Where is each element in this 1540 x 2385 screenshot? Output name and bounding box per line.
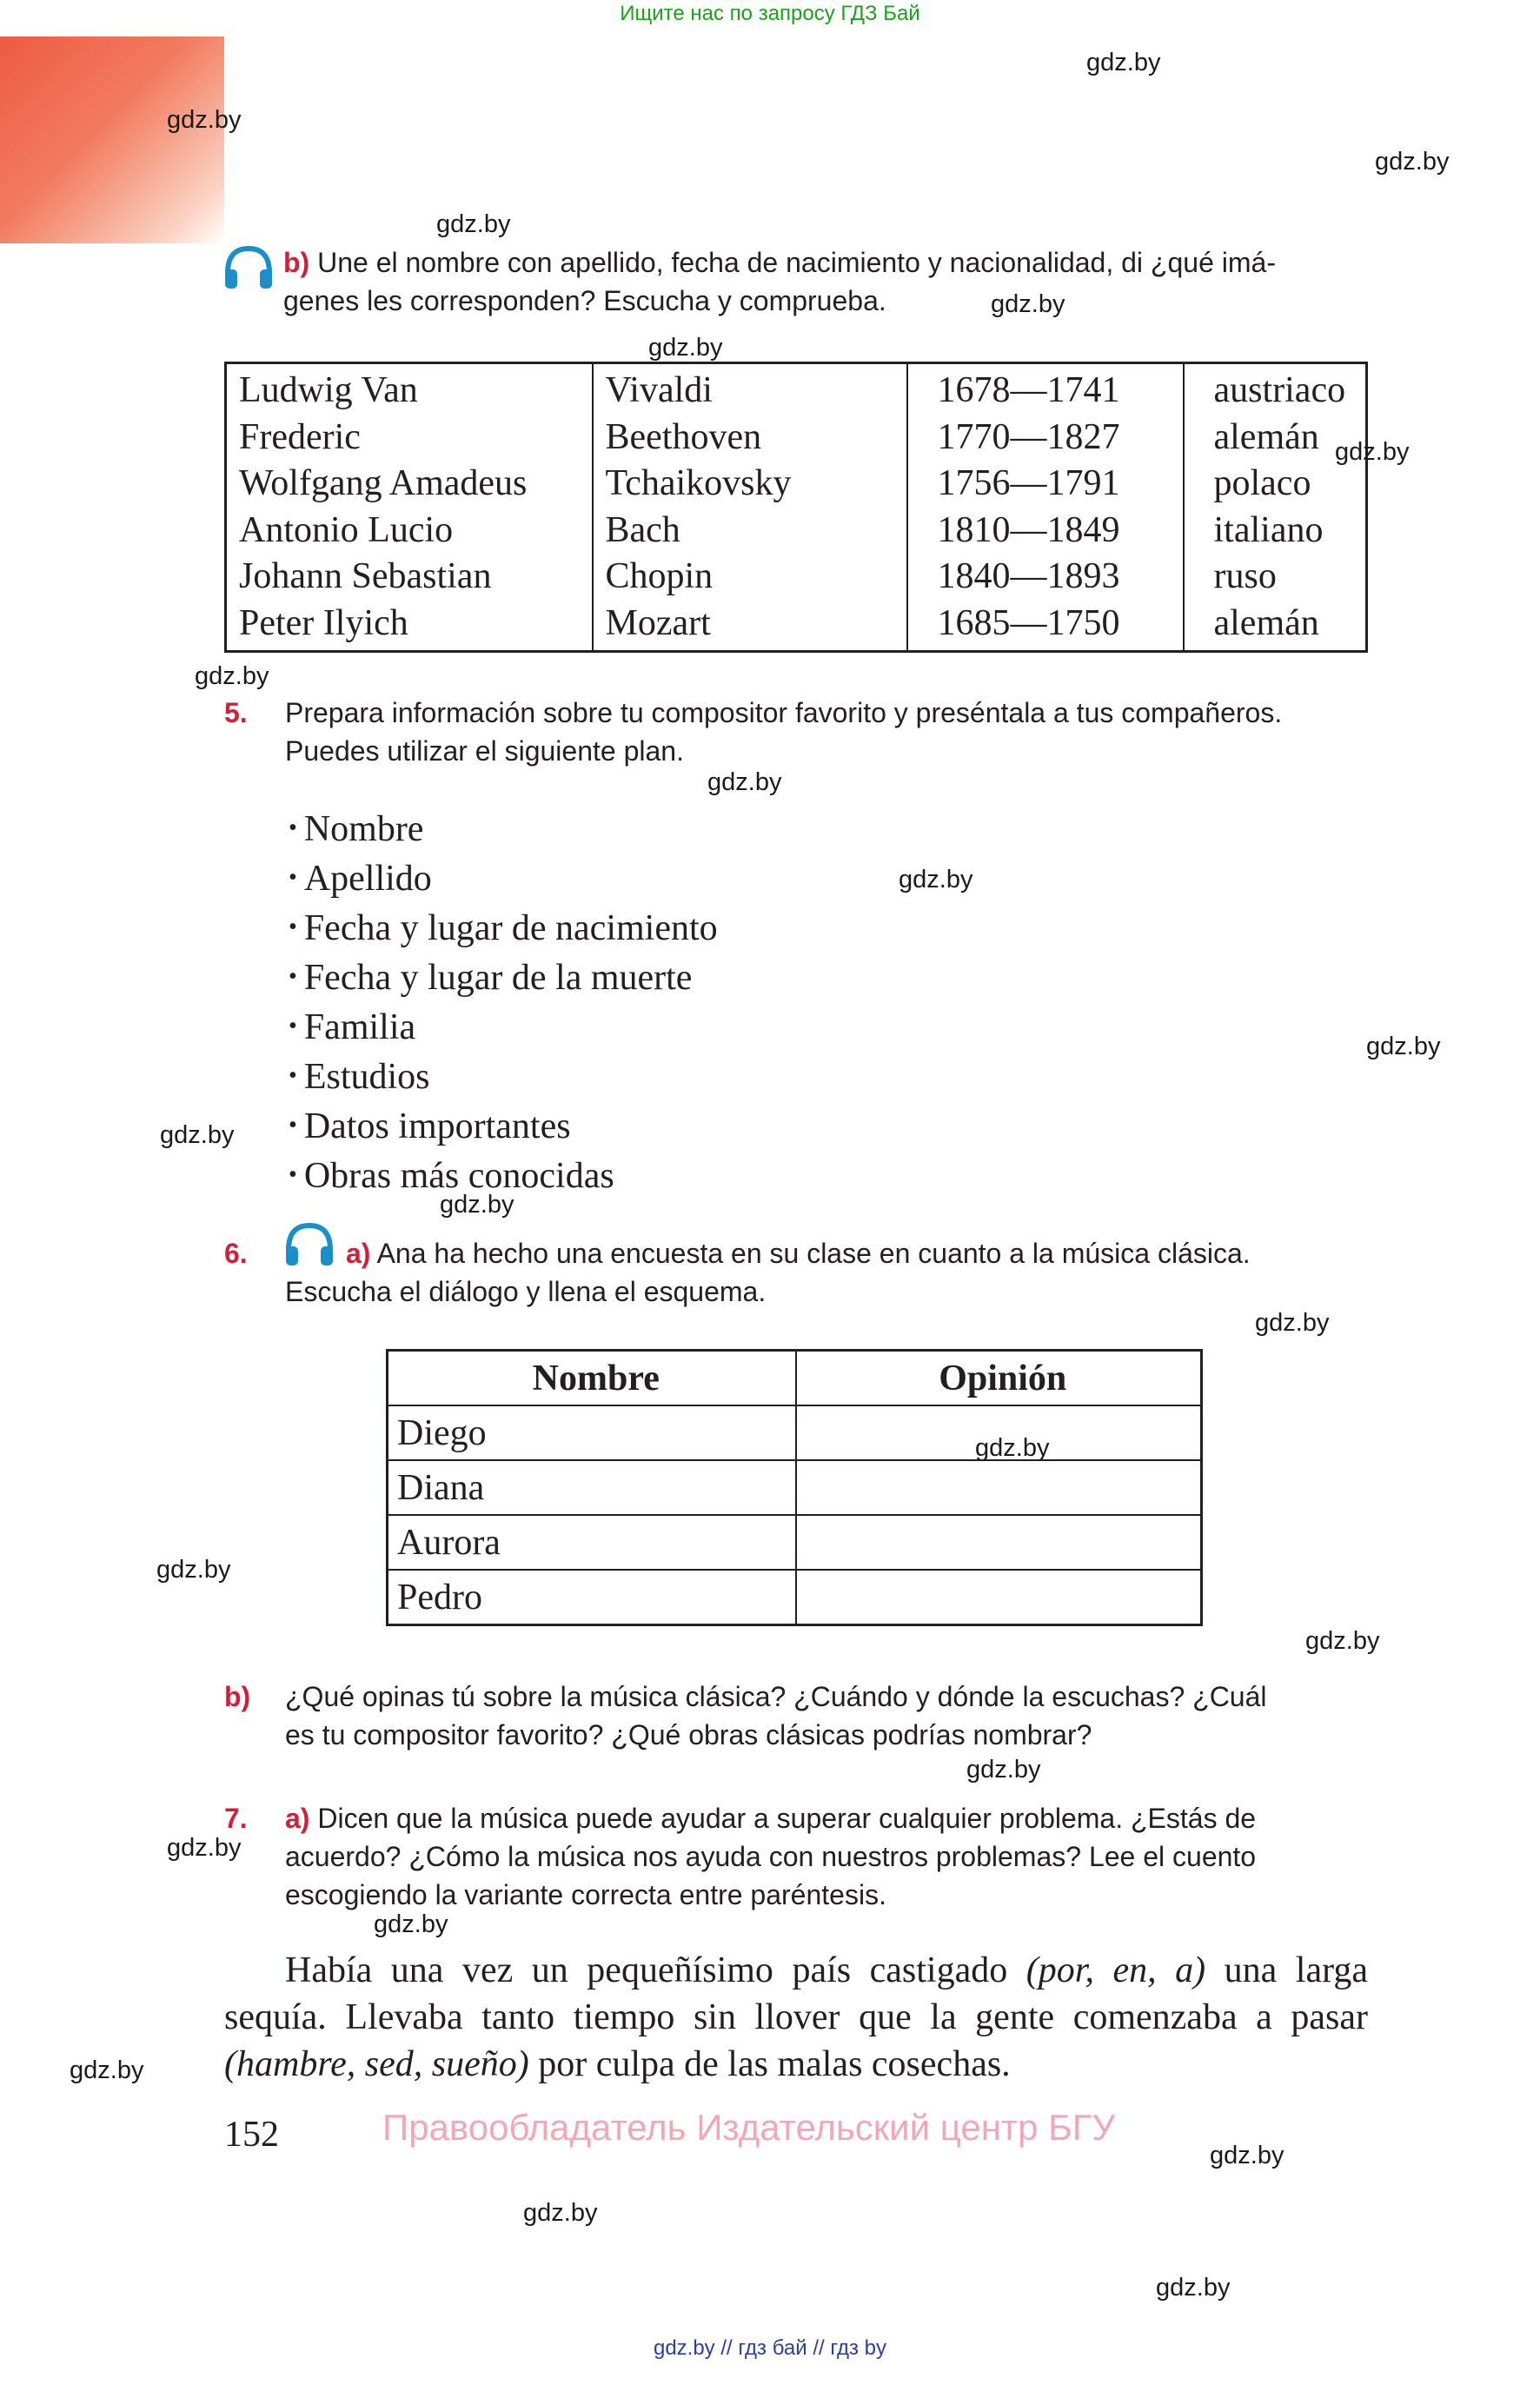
exercise-6b-line1: ¿Qué opinas tú sobre la música clásica? ¿Cuándo y dónde la escuchas? ¿Cuál — [285, 1681, 1267, 1712]
nationality-cell: polaco — [1213, 463, 1311, 503]
watermark: gdz.by — [648, 334, 723, 362]
watermark: gdz.by — [195, 662, 269, 690]
survey-name-cell: Diana — [388, 1460, 796, 1515]
watermark: gdz.by — [160, 1121, 235, 1149]
story-option: (por, en, a) — [1026, 1950, 1206, 1990]
watermark: gdz.by — [1255, 1309, 1330, 1337]
watermark: gdz.by — [1086, 49, 1161, 76]
dates-cell: 1840—1893 — [907, 554, 1184, 601]
story-paragraph — [224, 1947, 1368, 2088]
surname-cell: Vivaldi — [593, 363, 907, 415]
survey-name-cell: Aurora — [388, 1515, 796, 1570]
exercise-4b-label: b) — [283, 247, 310, 278]
exercise-4b-line2: genes les corresponden? Escucha y comprueba. — [283, 285, 886, 316]
exercise-6a-text: Ana ha hecho una encuesta en su clase en cuanto a la música clásica. — [376, 1238, 1251, 1269]
search-note: Ищите нас по запросу ГДЗ Бай — [620, 2, 920, 25]
exercise-5-line2: Puedes utilizar el siguiente plan. — [285, 735, 684, 767]
watermark: gdz.by — [1375, 148, 1450, 176]
first-name-cell: Peter Ilyich — [226, 601, 593, 652]
watermark: gdz.by — [167, 1834, 242, 1862]
plan-item: • Datos importantes — [289, 1104, 718, 1153]
composer-row — [226, 601, 1367, 652]
exercise-7-line3: escogiendo la variante correcta entre paréntesis. — [285, 1879, 886, 1910]
composer-row — [226, 461, 1367, 508]
dates-cell: 1810—1849 — [907, 508, 1184, 555]
copyright-owner: Правообладатель Издательский центр БГУ — [382, 2107, 1116, 2148]
survey-opinion-cell[interactable] — [796, 1460, 1202, 1515]
surname-cell: Chopin — [593, 554, 907, 601]
exercise-7-line2: acuerdo? ¿Cómo la música nos ayuda con nuestros problemas? Lee el cuento — [285, 1841, 1257, 1872]
exercise-4b-line1 — [283, 243, 1370, 282]
survey-opinion-cell[interactable] — [796, 1405, 1202, 1460]
watermark: gdz.by — [1366, 1033, 1441, 1060]
surname-cell: Tchaikovsky — [593, 461, 907, 508]
plan-item: • Fecha y lugar de nacimiento — [289, 906, 718, 955]
survey-header-opinion: Opinión — [796, 1351, 1202, 1406]
plan-item: • Nombre — [289, 807, 718, 856]
story-text: una larga sequía. Llevaba tanto tiempo sin llover que la gente comenzaba a pasar — [224, 1950, 1368, 2037]
plan-list — [289, 807, 718, 1203]
watermark: gdz.by — [436, 210, 511, 238]
nationality-cell: alemán — [1213, 602, 1319, 643]
survey-row — [388, 1405, 1202, 1460]
survey-row — [388, 1570, 1202, 1625]
plan-item: • Estudios — [289, 1054, 718, 1104]
dates-cell: 1756—1791 — [907, 461, 1184, 508]
exercise-7-line1 — [285, 1799, 1256, 1837]
surname-cell: Bach — [593, 508, 907, 555]
dates-cell: 1770—1827 — [907, 415, 1184, 462]
survey-row — [388, 1460, 1202, 1515]
page-number: 152 — [224, 2115, 279, 2155]
corner-decoration — [0, 37, 224, 243]
watermark: gdz.by — [1335, 438, 1410, 466]
plan-item: • Familia — [289, 1005, 718, 1054]
headphones-icon — [222, 243, 275, 290]
nationality-cell: italiano — [1213, 509, 1324, 550]
survey-header-name: Nombre — [388, 1351, 796, 1406]
watermark: gdz.by — [966, 1756, 1041, 1784]
survey-name-cell: Pedro — [388, 1570, 796, 1625]
watermark: gdz.by — [899, 866, 973, 894]
watermark: gdz.by — [1210, 2142, 1284, 2169]
headphones-icon — [283, 1220, 335, 1267]
exercise-4b-text: Une el nombre con apellido, fecha de nacimiento y nacionalidad, di ¿qué imá- — [317, 247, 1276, 278]
watermark: gdz.by — [156, 1556, 231, 1584]
footer-links[interactable]: gdz.by // гдз бай // гдз by — [653, 2336, 887, 2360]
exercise-6b-line2: es tu compositor favorito? ¿Qué obras clásicas podrías nombrar? — [285, 1719, 1092, 1751]
composer-row — [226, 554, 1367, 601]
first-name-cell: Johann Sebastian — [226, 554, 593, 601]
plan-item: • Obras más conocidas — [289, 1153, 718, 1203]
exercise-5-number: 5. — [224, 697, 248, 728]
plan-item: • Apellido — [289, 856, 718, 906]
surname-cell: Mozart — [593, 601, 907, 652]
exercise-6-line2: Escucha el diálogo y llena el esquema. — [285, 1276, 767, 1307]
watermark: gdz.by — [167, 106, 242, 134]
plan-item: • Fecha y lugar de la muerte — [289, 955, 718, 1005]
surname-cell: Beethoven — [593, 415, 907, 462]
story-option: (hambre, sed, sueño) — [224, 2044, 529, 2084]
first-name-cell: Antonio Lucio — [226, 508, 593, 555]
watermark: gdz.by — [991, 290, 1065, 318]
nationality-cell: ruso — [1213, 556, 1277, 596]
nationality-cell: austriaco — [1213, 370, 1346, 410]
watermark: gdz.by — [70, 2056, 144, 2084]
first-name-cell: Ludwig Van — [226, 363, 593, 415]
exercise-6-number: 6. — [224, 1238, 248, 1269]
survey-row — [388, 1515, 1202, 1570]
dates-cell: 1678—1741 — [907, 363, 1184, 415]
nationality-cell: alemán — [1213, 416, 1319, 457]
exercise-7-number: 7. — [224, 1803, 248, 1834]
survey-opinion-cell[interactable] — [796, 1515, 1202, 1570]
watermark: gdz.by — [523, 2199, 598, 2227]
composer-row — [226, 415, 1367, 462]
exercise-7a-label: a) — [285, 1803, 310, 1834]
story-text: por culpa de las malas cosechas. — [528, 2044, 1011, 2084]
composer-row — [226, 508, 1367, 555]
exercise-7a-text: Dicen que la música puede ayudar a superar cualquier problema. ¿Estás de — [317, 1803, 1257, 1834]
watermark: gdz.by — [707, 768, 782, 796]
dates-cell: 1685—1750 — [907, 601, 1184, 652]
watermark: gdz.by — [1156, 2274, 1231, 2302]
exercise-6-line1 — [346, 1234, 1251, 1272]
watermark: gdz.by — [1305, 1627, 1380, 1655]
composer-row — [226, 363, 1367, 415]
survey-opinion-cell[interactable] — [796, 1570, 1202, 1625]
exercise-6a-label: a) — [346, 1238, 371, 1269]
survey-table — [386, 1349, 1203, 1626]
first-name-cell: Frederic — [226, 415, 593, 462]
watermark: gdz.by — [374, 1910, 448, 1938]
story-text: Había una vez un pequeñísimo país castigado — [285, 1950, 1026, 1990]
exercise-5-line1: Prepara información sobre tu compositor favorito y preséntala a tus compañeros. — [285, 697, 1283, 728]
first-name-cell: Wolfgang Amadeus — [226, 461, 593, 508]
watermark: gdz.by — [440, 1191, 514, 1219]
survey-name-cell: Diego — [388, 1405, 796, 1460]
exercise-6b-label: b) — [224, 1681, 251, 1712]
watermark: gdz.by — [975, 1434, 1050, 1462]
composers-table — [224, 362, 1368, 653]
